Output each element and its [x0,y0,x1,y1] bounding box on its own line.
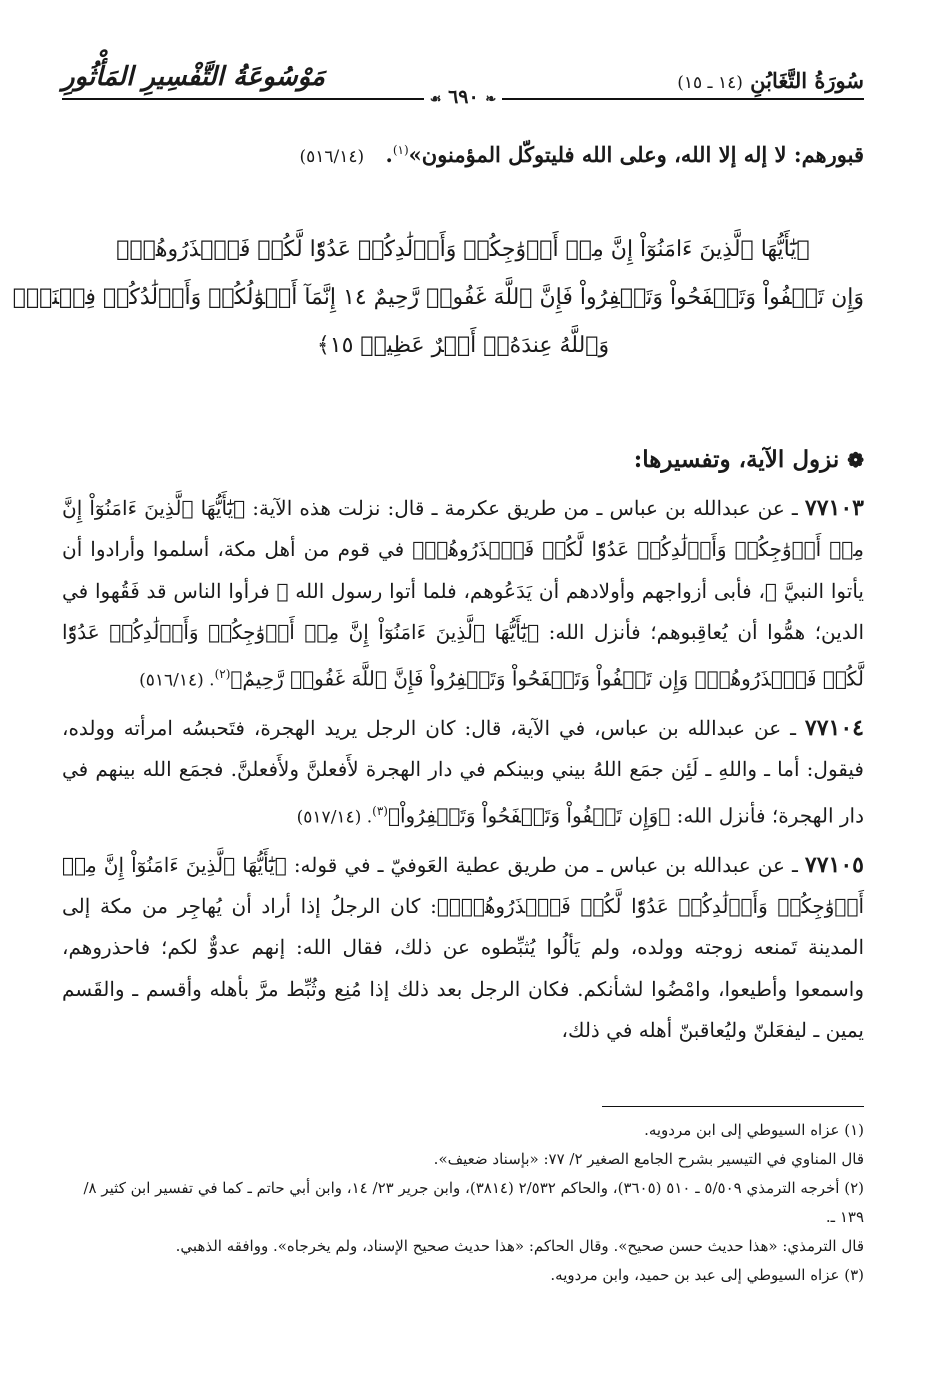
page-number-wrap [62,86,864,108]
quran-line: ﴿يَٰٓأَيُّهَا ٱلَّذِينَ ءَامَنُوٓاْ إِنَّ مِنۡ أَزۡوَٰجِكُمۡ وَأَوۡلَٰدِكُمۡ عَدُوّٗا لَّكُمۡ فَٱحۡذَرُوهُمۡۚ [116,237,810,262]
quoted-ayah: ﴿يَٰٓأَيُّهَا ٱلَّذِينَ ءَامَنُوٓاْ إِنَّ مِنۡ أَزۡوَٰجِكُمۡ وَأَوۡلَٰدِكُمۡ عَدُوّٗا لَّكُمۡ فَٱحۡذَرُوهُمۡۚ وَإِن تَعۡفُواْ وَتَصۡفَحُواْ وَتَغۡفِرُواْ فَإِنَّ ٱللَّهَ غَفُورٞ رَّحِيمٌ﴾ [62,620,864,691]
narration-text: ـ عن عبدالله بن عباس ـ من طريق عطية العَوفيّ ـ في قوله: [286,852,805,877]
footnote: (٣) عزاه السيوطي إلى عبد بن حميد، وابن مردويه. [550,1266,864,1284]
quoted-ayah: ﴿يَٰٓأَيُّهَا ٱلَّذِينَ ءَامَنُوٓاْ إِنَّ مِنۡ أَزۡوَٰجِكُمۡ وَأَوۡلَٰدِكُمۡ عَدُوّٗا لَّكُمۡ فَٱحۡذَرُوهُمۡ﴾ [62,496,864,562]
quoted-ayah: ﴿وَإِن تَعۡفُواْ وَتَصۡفَحُواْ وَتَغۡفِرُواْ﴾ [387,803,671,828]
volume-reference: . (٥١٦/١٤) [139,670,215,691]
narration-text: ـ عن عبدالله بن عباس، في الآية، قال: كان الرجل يريد الهجرة، فتَحبسُه امرأته وولده، فيقول: أما ـ واللهِ ـ لَئِن جمَع اللهُ بيني وبينكم في دار الهجرة لأَفعلنَّ ولأَفعلنَّ. فجمَع الله بينهم في دار الهجرة؛ فأنزل الله: [62,715,864,828]
running-header [62,56,864,108]
surah-name: سُورَةُ التَّغَابُنِ [750,68,864,93]
quran-verses [12,226,864,370]
footnote-rule [602,1106,864,1107]
narration-number: ٧٧١٠٤ [804,714,864,741]
flower-ornament-icon: ❁ [847,448,864,472]
header-book-title: مَوْسُوعَةُ التَّفْسِيرِ المَأْثُورِ [62,62,325,92]
footnote: قال الترمذي: «هذا حديث حسن صحيح». وقال الحاكم: «هذا حديث صحيح الإسناد، ولم يخرجاه». ووافقه الذهبي. [175,1237,864,1255]
footnote: (٢) أخرجه الترمذي ٥/٥٠٩ ـ ٥١٠ (٣٦٠٥)، والحاكم ٢/٥٣٢ (٣٨١٤)، وابن جرير ٢٣/ ١٤، وابن أبي حاتم ـ كما في تفسير ابن كثير ٨/ ١٣٩ ـ. [83,1179,864,1226]
page-number-text: ٦٩٠ [448,86,479,108]
page-number [424,86,502,108]
lead-line: قبورهم: لا إله إلا الله، وعلى الله فليتوكّل المؤمنون»$^{(١)}$. (٥١٦/١٤) [299,142,864,167]
page [12,56,865,1356]
narration [62,708,864,839]
narrations [62,488,864,1058]
left-ornament-icon: ❧ [485,92,497,107]
narration-number: ٧٧١٠٣ [804,495,864,521]
quran-line: وَإِن تَعۡفُواْ وَتَصۡفَحُواْ وَتَغۡفِرُواْ فَإِنَّ ٱللَّهَ غَفُورٞ رَّحِيمٌ ١٤ إِنَّمَآ أَمۡوَٰلُكُمۡ وَأَوۡلَٰدُكُمۡ فِتۡنَةٞۚ [12,285,864,310]
narration-number: ٧٧١٠٥ [804,851,864,878]
footnotes [62,1116,864,1290]
volume-reference: . (٥١٧/١٤) [296,807,373,828]
narration [62,488,864,702]
quoted-ayah: ﴿يَٰٓأَيُّهَا ٱلَّذِينَ ءَامَنُوٓاْ إِنَّ مِنۡ أَزۡوَٰجِكُمۡ وَأَوۡلَٰدِكُمۡ عَدُوّٗا لَّكُمۡ فَٱحۡذَرُوهُمۡۚ﴾ [62,852,864,918]
quran-line: وَٱللَّهُ عِندَهُۥٓ أَجۡرٌ عَظِيمٞ ١٥﴾ [316,333,610,358]
lead-text: قبورهم: لا إله إلا الله، وعلى الله فليتوكّل المؤمنون» [408,142,864,167]
narration-text: : كان الرجلُ إذا أراد أن يُهاجِر من مكة إلى المدينة تَمنعه زوجته وولده، ولم يَألُوا يُثبِّطوه عن ذلك، فقال الله: إنهم عدوٌّ لكم؛ فاحذروهم، واسمعوا وأطيعوا، وامْضُوا لشأنكم. فكان الرجل بعد ذلك إذا مُنِع وثُبِّط مرَّ بأهله وأقسم ـ والقَسم يمين ـ ليفعَلنّ وليُعاقبنّ أهله في ذلك، [62,893,865,1043]
footnote-marker: (١) [392,143,409,157]
right-ornament-icon: ☙ [429,92,442,107]
footnote: قال المناوي في التيسير بشرح الجامع الصغير ٢/ ٧٧: «بإسناد ضعيف». [433,1150,864,1168]
verse-range: (١٤ ـ ١٥) [677,73,743,93]
footnote: (١) عزاه السيوطي إلى ابن مردويه. [644,1121,864,1139]
narration-text: ـ عن عبدالله بن عباس ـ من طريق عكرمة ـ قال: نزلت هذه الآية: [245,496,805,520]
narration-text: في قوم من أهل مكة، أسلموا وأرادوا أن يأتوا النبيَّ ﷺ، فأبى أزواجهم وأولادهم أن يَدَعُوهم، فلما أتوا رسول الله ﷺ فرأوا الناس قد فَقُهوا في الدين؛ همُّوا أن يُعاقِبوهم؛ فأنزل الله: [62,537,864,645]
volume-reference: (٥١٦/١٤) [299,147,365,167]
section-heading [634,446,864,473]
section-heading-text: نزول الآية، وتفسيرها: [633,446,840,473]
footnote-marker: (٢) [214,666,231,681]
narration [62,845,864,1052]
footnote-marker: (٣) [372,803,388,818]
